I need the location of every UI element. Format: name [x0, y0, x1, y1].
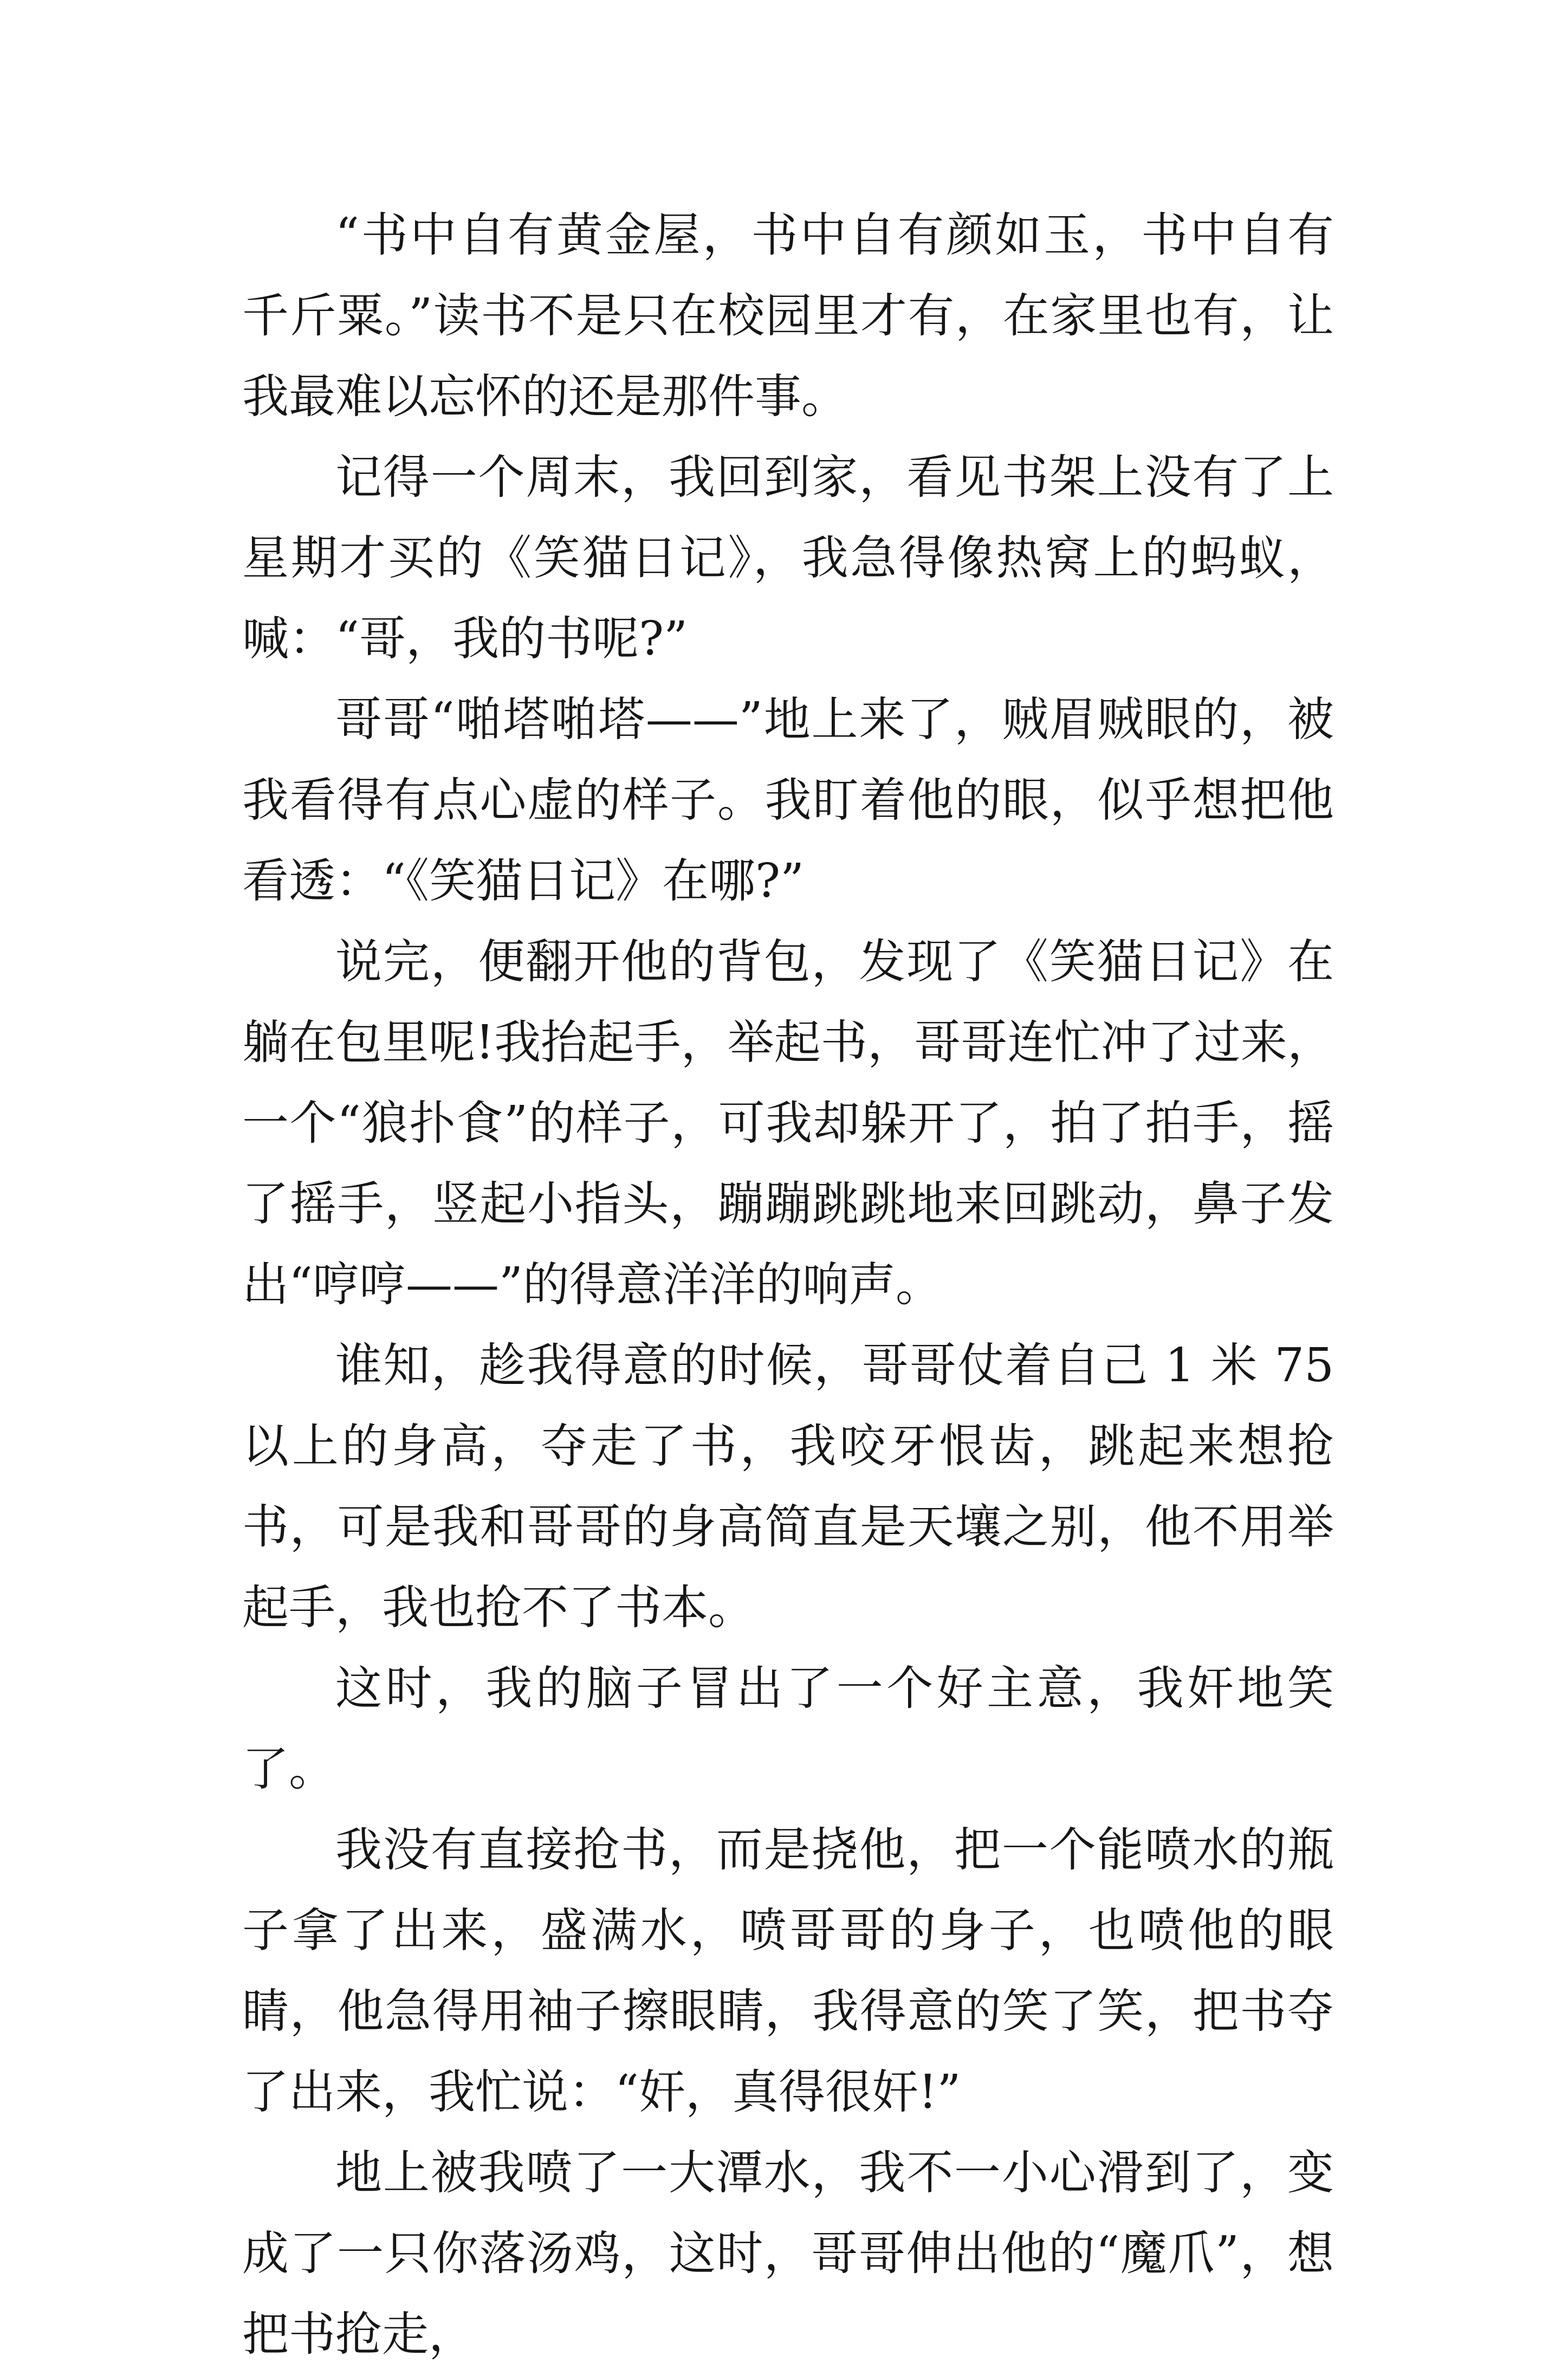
paragraph: 说完，便翻开他的背包，发现了《笑猫日记》在躺在包里呢!我抬起手，举起书，哥哥连忙冲了过来，一个“狼扑食”的样子，可我却躲开了，拍了拍手，摇了摇手，竖起小指头，蹦蹦跳跳地来回跳动，鼻子发出“哼哼——”的得意洋洋的响声。: [242, 935, 1334, 1312]
paragraph: 记得一个周末，我回到家，看见书架上没有了上星期才买的《笑猫日记》，我急得像热窝上的蚂蚁，喊：“哥，我的书呢?”: [242, 450, 1334, 666]
paragraph: 我没有直接抢书，而是挠他，把一个能喷水的瓶子拿了出来，盛满水，喷哥哥的身子，也喷他的眼睛，他急得用袖子擦眼睛，我得意的笑了笑，把书夺了出来，我忙说：“奸，真得很奸!”: [242, 1823, 1334, 2119]
paragraph: 哥哥“啪塔啪塔——”地上来了，贼眉贼眼的，被我看得有点心虚的样子。我盯着他的眼，似乎想把他看透：“《笑猫日记》在哪?”: [242, 693, 1334, 908]
document-body: [242, 195, 1349, 2375]
paragraph: “书中自有黄金屋，书中自有颜如玉，书中自有千斤粟。”读书不是只在校园里才有，在家里也有，让我最难以忘怀的还是那件事。: [242, 208, 1334, 424]
paragraph: 谁知，趁我得意的时候，哥哥仗着自己 1 米 75 以上的身高，夺走了书，我咬牙恨齿，跳起来想抢书，可是我和哥哥的身高简直是天壤之别，他不用举起手，我也抢不了书本。: [242, 1338, 1349, 1635]
paragraph: 地上被我喷了一大潭水，我不一小心滑到了，变成了一只你落汤鸡，这时，哥哥伸出他的“魔爪”，想把书抢走，: [242, 2146, 1334, 2361]
paragraph: 这时，我的脑子冒出了一个好主意，我奸地笑了。: [242, 1661, 1334, 1796]
